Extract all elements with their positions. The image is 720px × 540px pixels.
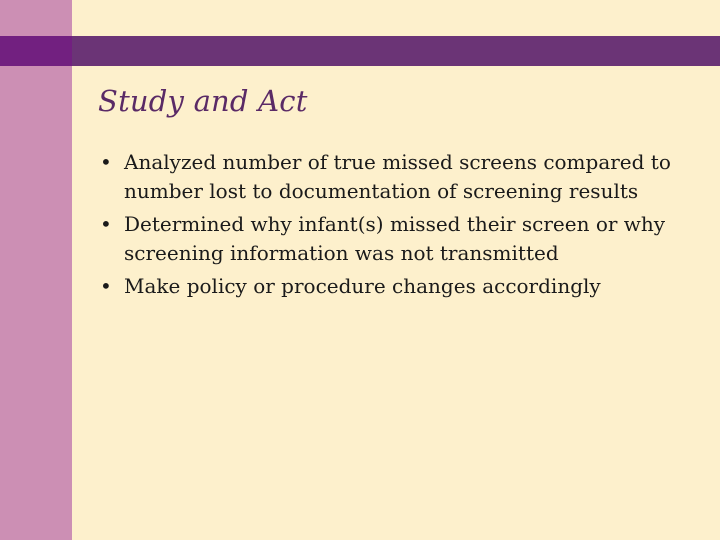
bullet-text: Determined why infant(s) missed their screen or why screening information was not transmitted [124, 212, 666, 265]
bullet-item [100, 210, 690, 268]
bullet-dot-icon: • [100, 150, 112, 174]
bullet-dot-icon: • [100, 274, 112, 298]
bullet-item [100, 148, 690, 206]
bullet-dot-icon: • [100, 212, 112, 236]
bullet-text: Analyzed number of true missed screens compared to number lost to documentation of screening results [124, 150, 671, 203]
bullet-list [100, 148, 690, 305]
left-accent-bar [0, 0, 72, 540]
top-accent-band-corner [0, 36, 72, 66]
bullet-item [100, 272, 690, 301]
slide-title: Study and Act [98, 84, 308, 118]
top-accent-band [0, 36, 720, 66]
bullet-text: Make policy or procedure changes accordingly [124, 274, 601, 298]
